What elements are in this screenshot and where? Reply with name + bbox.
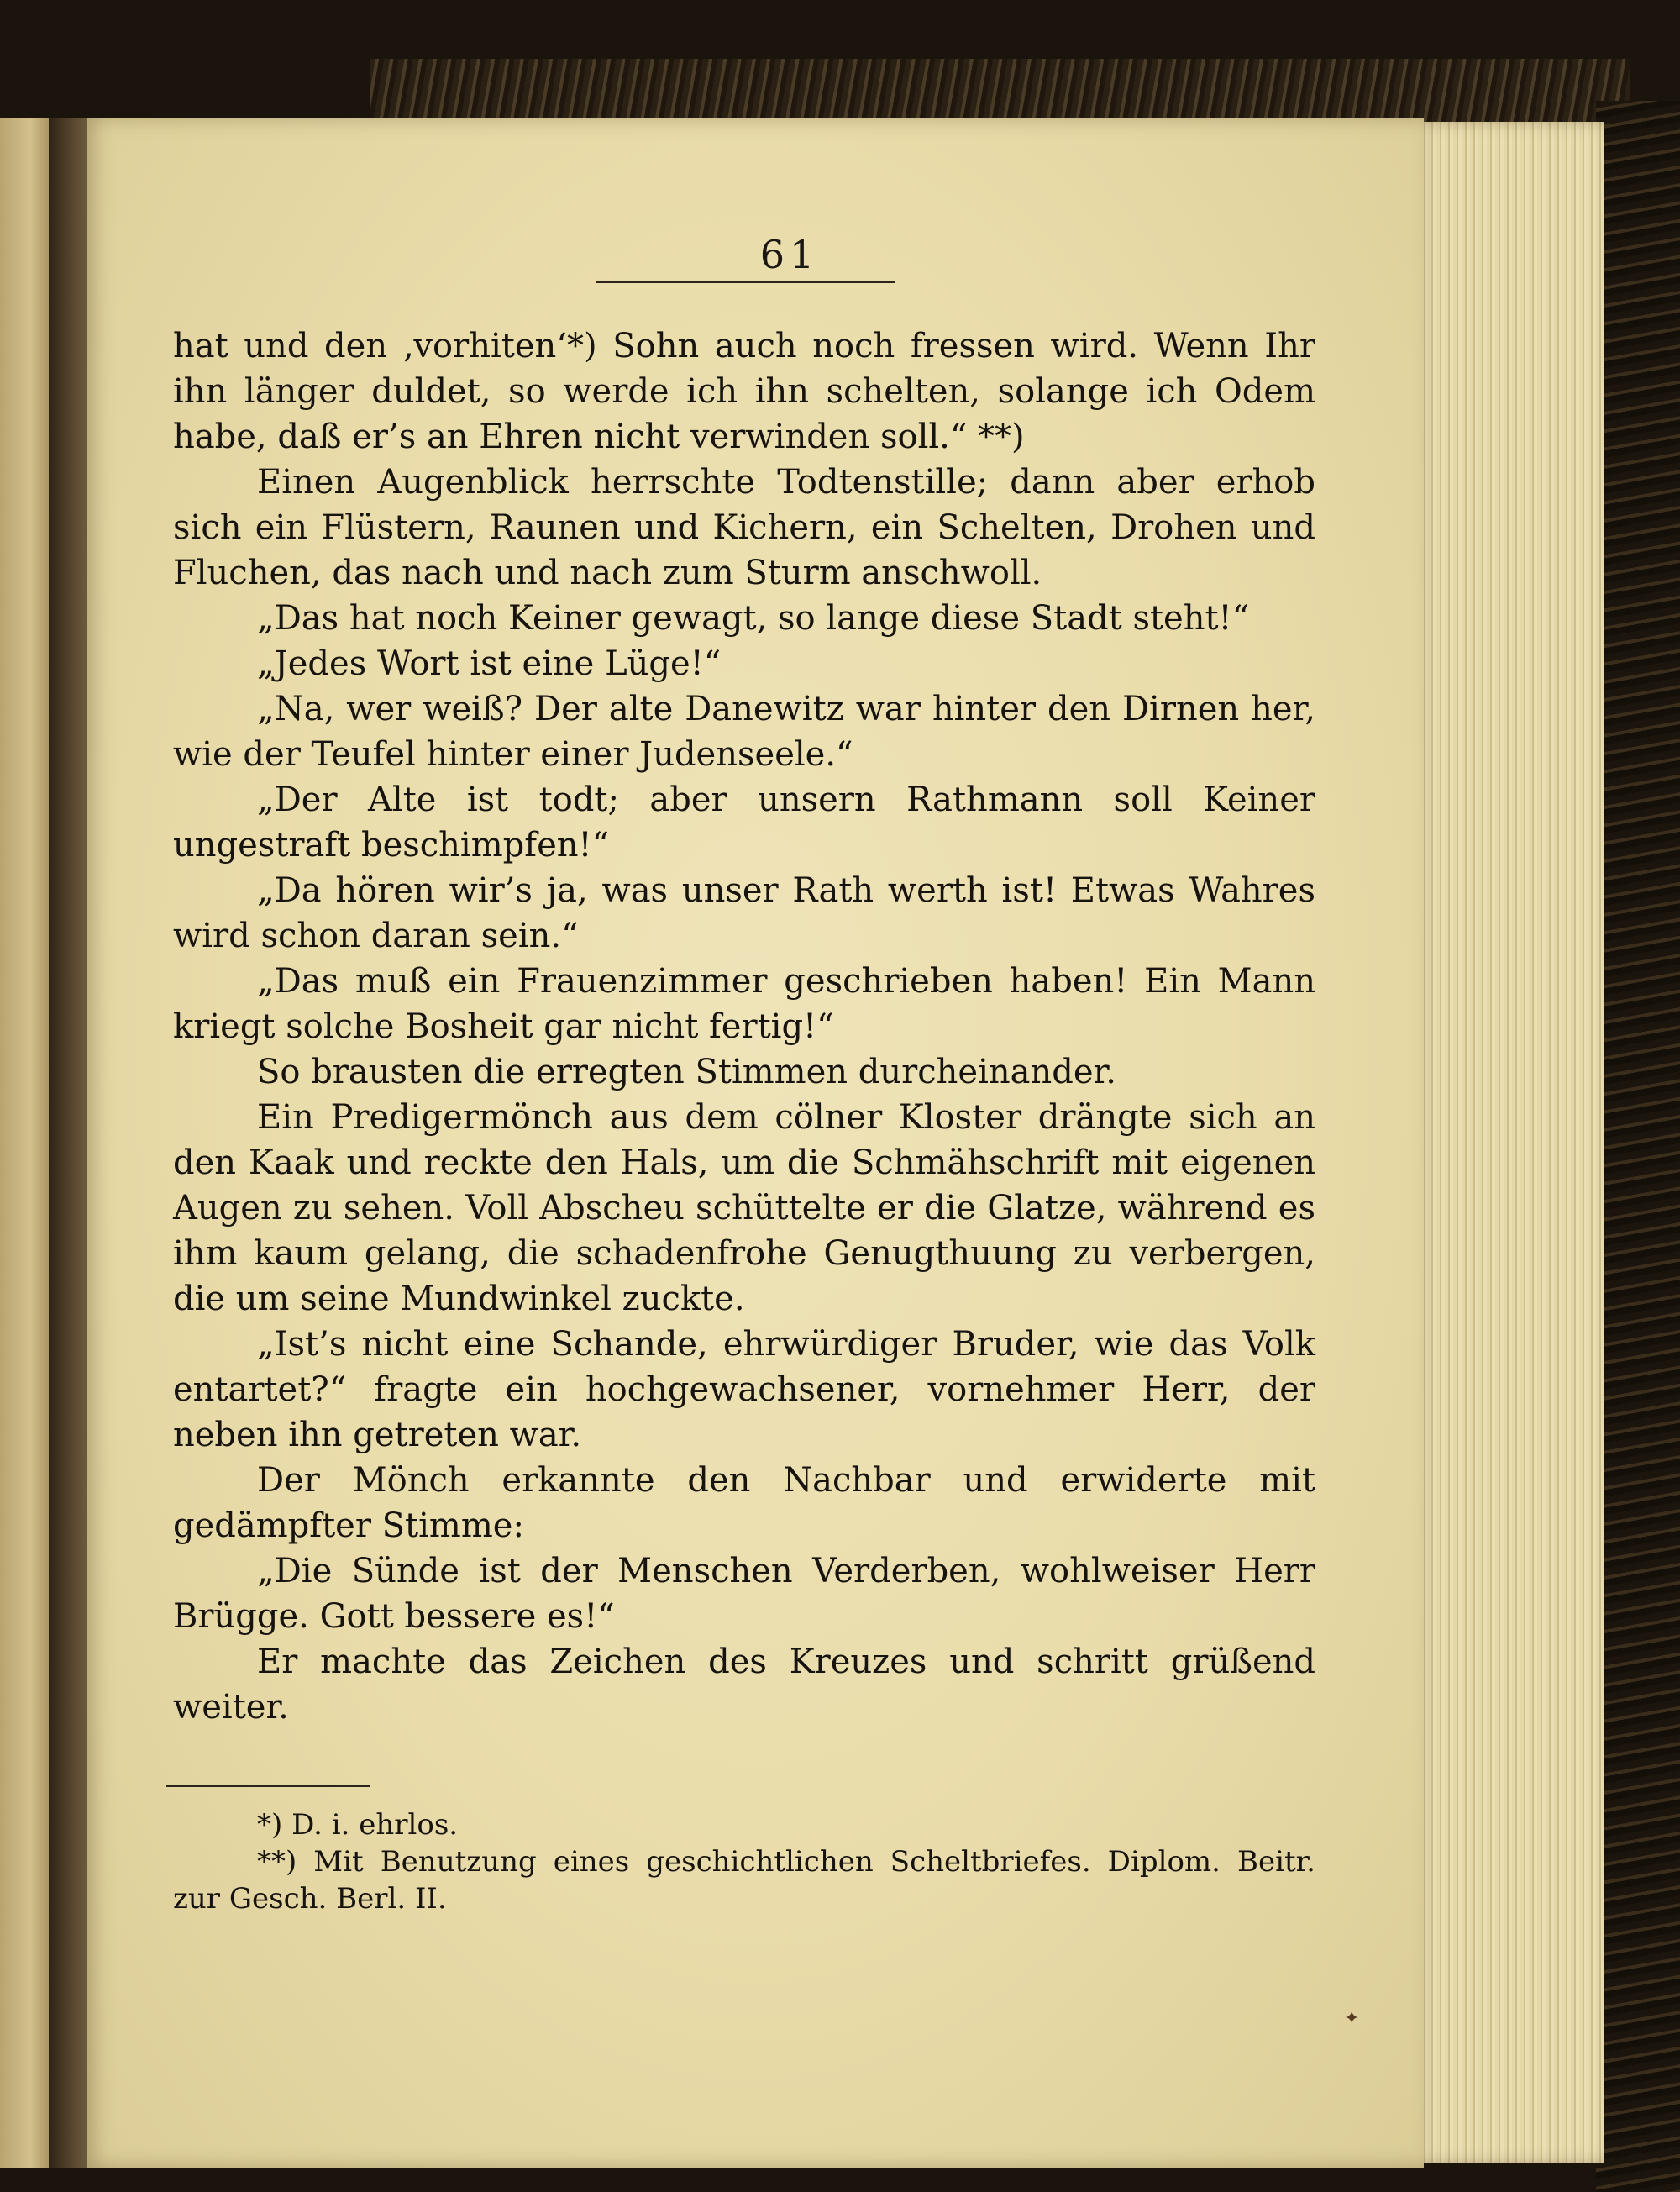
cloth-background-right — [1596, 101, 1680, 2192]
paragraph: So brausten die erregten Stimmen durcheinander. — [257, 1053, 1116, 1091]
paragraph: Ein Predigermönch aus dem cölner Kloster drängte sich an den Kaak und reckte den Hals, um die Schmähschrift mit eigenen Augen zu sehen. Voll Abscheu schüttelte er die Glatze, während es ihm kaum gelang, die schadenfrohe Genugthuung zu verbergen, die um seine Mundwinkel zuckte. — [173, 1098, 1315, 1318]
page-number: 61 — [759, 232, 820, 277]
paragraph: „Na, wer weiß? Der alte Danewitz war hinter den Dirnen her, wie der Teufel hinter einer Judenseele.“ — [173, 690, 1315, 774]
book-page — [84, 118, 1424, 2168]
body-text — [173, 323, 1315, 1730]
paragraph: „Das muß ein Frauenzimmer geschrieben haben! Ein Mann kriegt solche Bosheit gar nicht fertig!“ — [173, 962, 1315, 1046]
page-number-rule — [596, 281, 895, 283]
footnote-rule — [166, 1785, 370, 1787]
paragraph: Er machte das Zeichen des Kreuzes und schritt grüßend weiter. — [173, 1643, 1315, 1727]
paragraph: „Da hören wir’s ja, was unser Rath werth ist! Etwas Wahres wird schon daran sein.“ — [173, 871, 1315, 955]
paragraph: Der Mönch erkannte den Nachbar und erwiderte mit gedämpfter Stimme: — [173, 1461, 1315, 1545]
paragraph: „Die Sünde ist der Menschen Verderben, wohlweiser Herr Brügge. Gott bessere es!“ — [173, 1552, 1315, 1636]
page-stack-edges — [1411, 122, 1604, 2163]
previous-page-edge — [0, 118, 50, 2168]
footnote: *) D. i. ehrlos. — [257, 1808, 459, 1842]
paper-stain: ✦ — [1344, 2008, 1360, 2029]
paragraph: hat und den ‚vorhiten‘*) Sohn auch noch fressen wird. Wenn Ihr ihn länger duldet, so werde ich ihn schelten, solange ich Odem habe, daß er’s an Ehren nicht verwinden soll.“ **) — [173, 327, 1315, 456]
book-gutter — [49, 118, 87, 2168]
paragraph: „Ist’s nicht eine Schande, ehrwürdiger Bruder, wie das Volk entartet?“ fragte ein hochgewachsener, vornehmer Herr, der neben ihn getreten war. — [173, 1325, 1315, 1454]
footnotes — [173, 1806, 1315, 1917]
paragraph: „Der Alte ist todt; aber unsern Rathmann soll Keiner ungestraft beschimpfen!“ — [173, 781, 1315, 865]
paragraph: Einen Augenblick herrschte Todtenstille; dann aber erhob sich ein Flüstern, Raunen und Kichern, ein Schelten, Drohen und Fluchen, das nach und nach zum Sturm anschwoll. — [173, 463, 1315, 592]
paragraph: „Jedes Wort ist eine Lüge!“ — [257, 644, 722, 683]
footnote: **) Mit Benutzung eines geschichtlichen Scheltbriefes. Diplom. Beitr. zur Gesch. Berl. II. — [173, 1845, 1315, 1916]
paragraph: „Das hat noch Keiner gewagt, so lange diese Stadt steht!“ — [257, 599, 1250, 638]
